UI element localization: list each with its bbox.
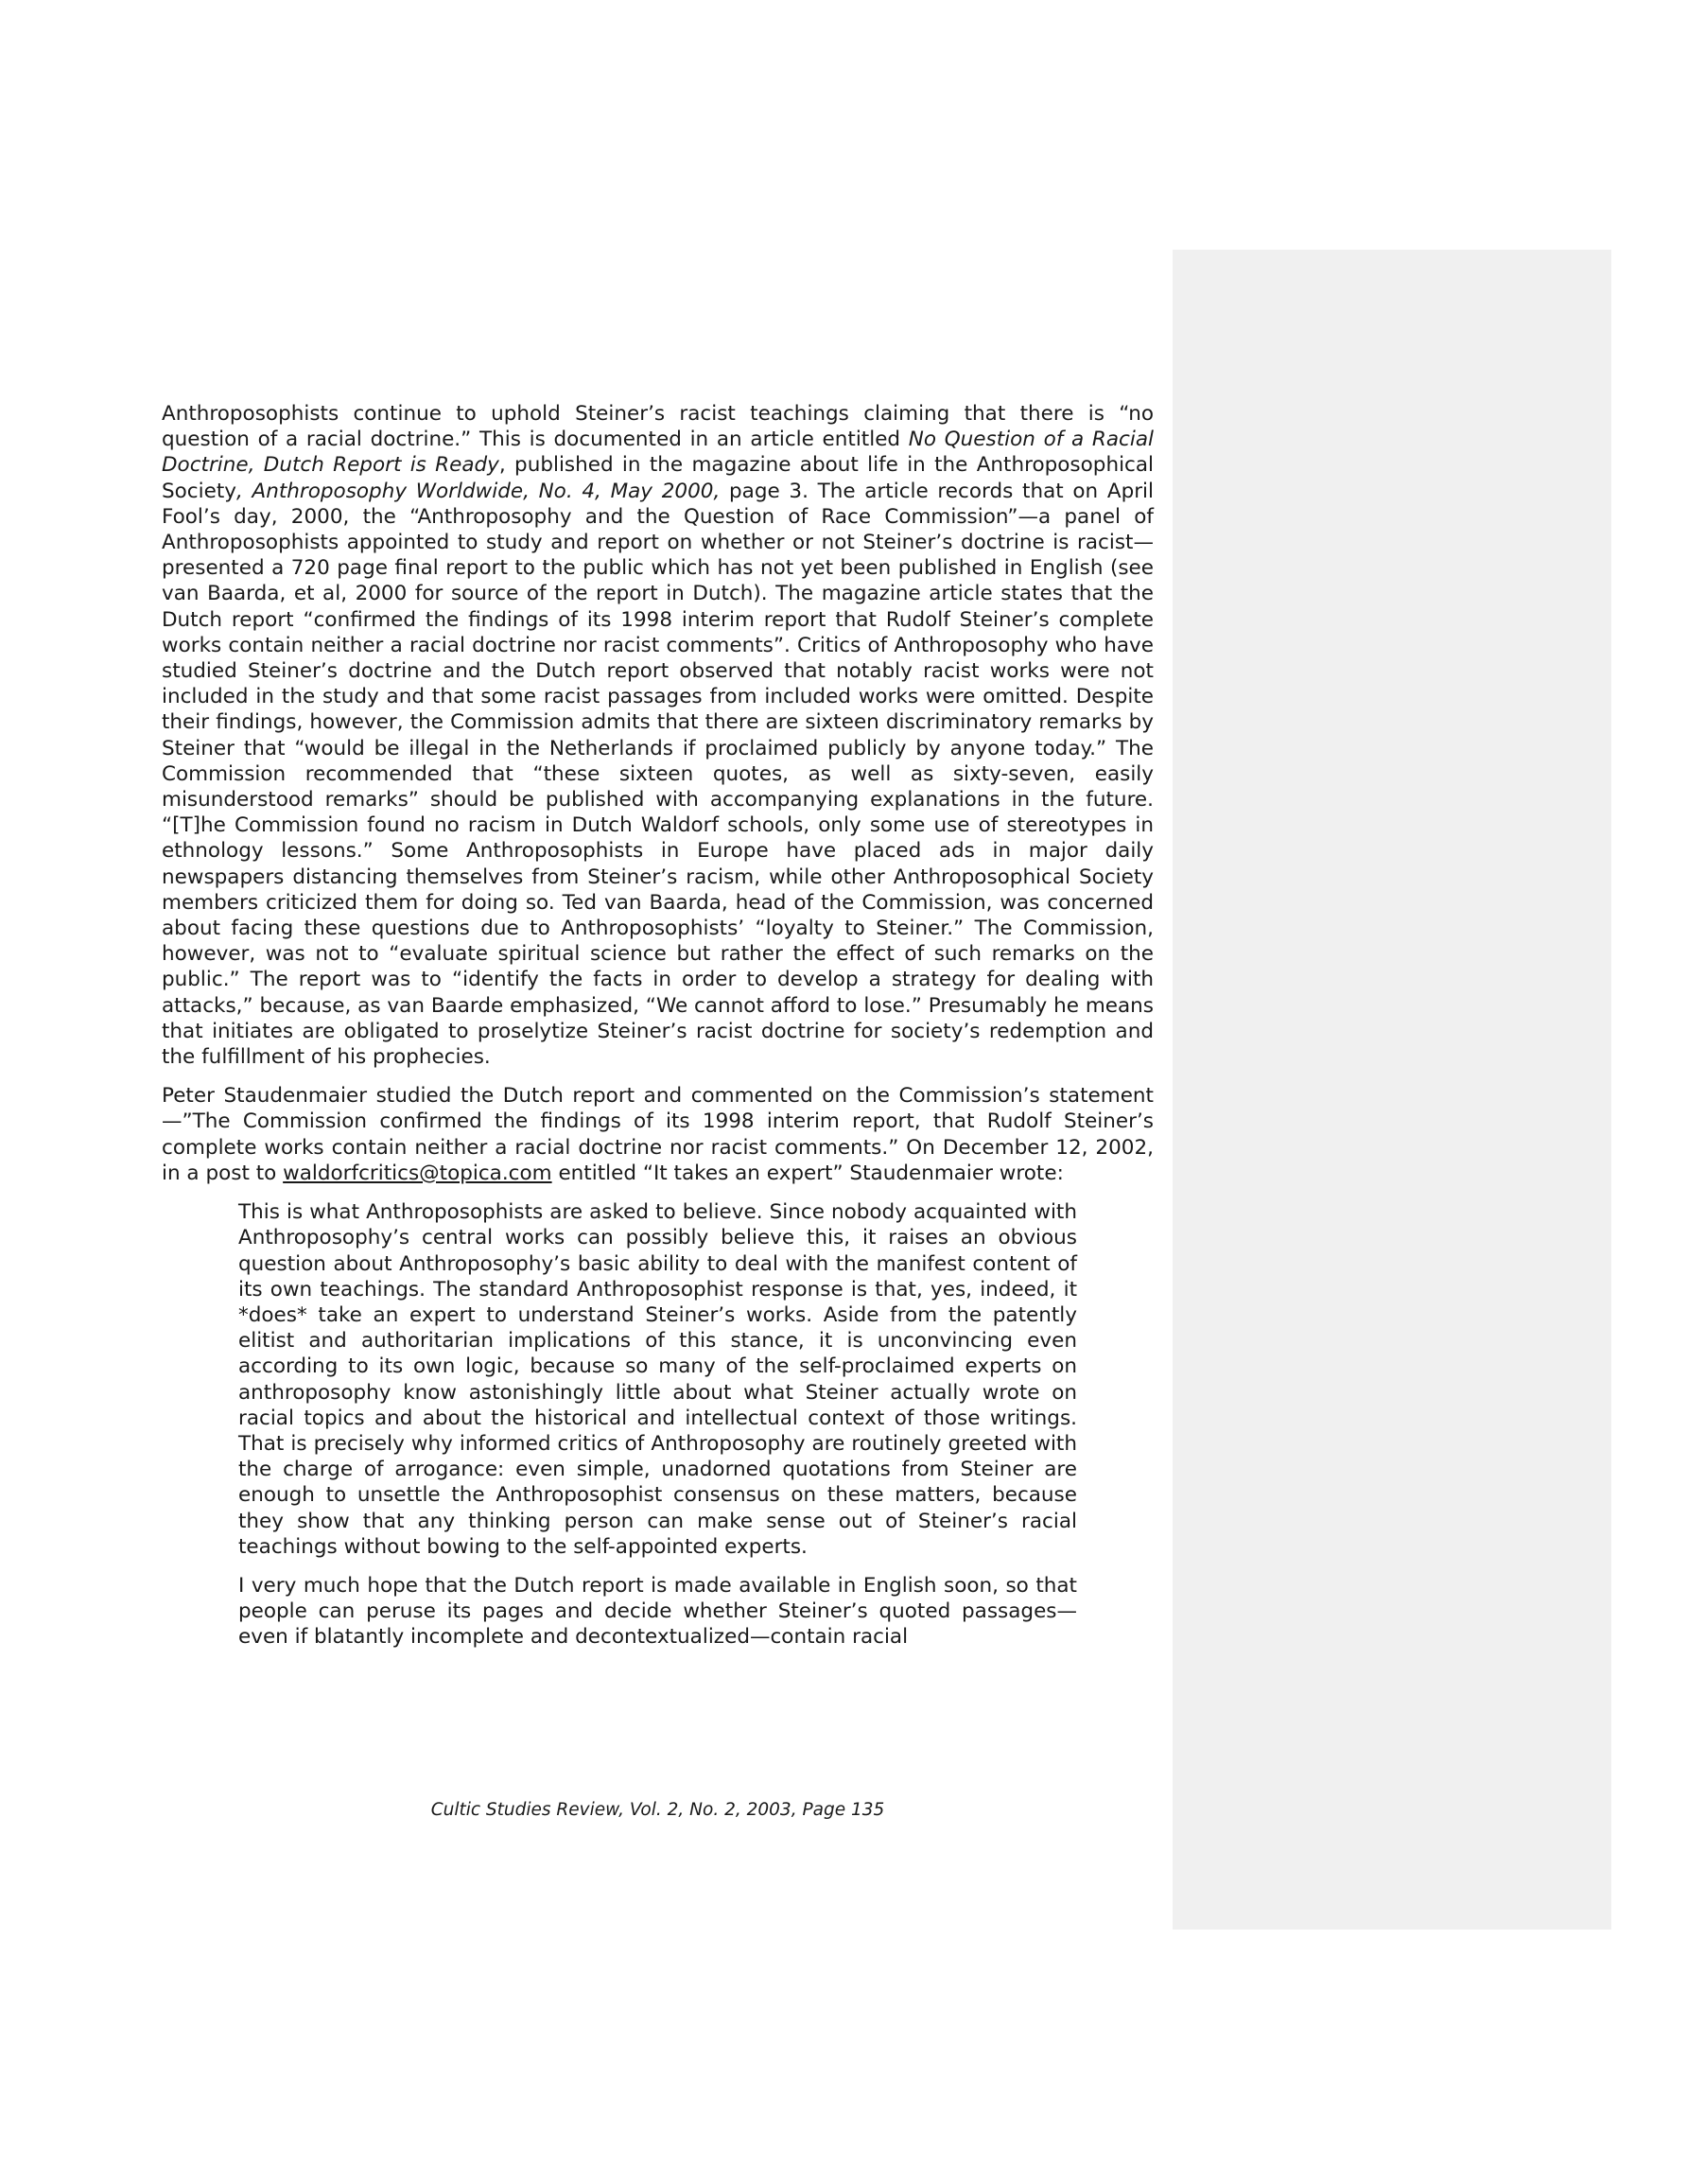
page-footer: Cultic Studies Review, Vol. 2, No. 2, 2003, Page 135 <box>430 1800 885 1820</box>
email-link[interactable]: waldorfcritics@topica.com <box>283 1161 552 1185</box>
document-body <box>162 401 1154 1664</box>
quote-paragraph-1: This is what Anthroposophists are asked to believe. Since nobody acquainted with Anthroposophy’s central works can possibly believe this, it raises an obvious question about Anthroposophy’s basic ability to deal with the manifest content of its own teachings. The standard Anthroposophist response is that, yes, indeed, it *does* take an expert to understand Steiner’s works. Aside from the patently elitist and authoritarian implications of this stance, it is unconvincing even according to its own logic, because so many of the self-proclaimed experts on anthroposophy know astonishingly little about what Steiner actually wrote on racial topics and about the historical and intellectual context of those writings. That is precisely why informed critics of Anthroposophy are routinely greeted with the charge of arrogance: even simple, unadorned quotations from Steiner are enough to unsettle the Anthroposophist consensus on these matters, because they show that any thinking person can make sense out of Steiner’s racial teachings without bowing to the self-appointed experts. <box>238 1200 1077 1559</box>
comment-margin-pane <box>1173 250 1611 1930</box>
para2-text-b: entitled “It takes an expert” Staudenmaier wrote: <box>551 1161 1064 1185</box>
block-quote <box>238 1199 1077 1650</box>
article-title: No Question of a Racial Doctrine, Dutch Report is Ready <box>162 428 1154 478</box>
para2-text-a: Peter Staudenmaier studied the Dutch report and commented on the Commission’s statement—”The Commission confirmed the findings of its 1998 interim report, that Rudolf Steiner’s complete works contain neither a racial doctrine nor racist comments.” On December 12, 2002, in a post to <box>162 1084 1154 1185</box>
magazine-title: , Anthroposophy Worldwide, No. 4, May 2000, <box>235 479 721 503</box>
paragraph-2 <box>162 1083 1154 1186</box>
para1-text-a: Anthroposophists continue to uphold Steiner’s racist teachings claiming that there is “no question of a racial doctrine.” This is documented in an article entitled <box>162 402 1154 452</box>
para1-text-c: page 3. The article records that on April Fool’s day, 2000, the “Anthroposophy and the Question of Race Commission”—a panel of Anthroposophists appointed to study and report on whether or not Steiner’s doctrine is racist—presented a 720 page final report to the public which has not yet been published in English (see van Baarda, et al, 2000 for source of the report in Dutch). The magazine article states that the Dutch report “confirmed the findings of its 1998 interim report that Rudolf Steiner’s complete works contain neither a racial doctrine nor racist comments”. Critics of Anthroposophy who have studied Steiner’s doctrine and the Dutch report observed that notably racist works were not included in the study and that some racist passages from included works were omitted. Despite their findings, however, the Commission admits that there are sixteen discriminatory remarks by Steiner that “would be illegal in the Netherlands if proclaimed publicly by anyone today.” The Commission recommended that “these sixteen quotes, as well as sixty-seven, easily misunderstood remarks” should be published with accompanying explanations in the future. “[T]he Commission found no racism in Dutch Waldorf schools, only some use of stereotypes in ethnology lessons.” Some Anthroposophists in Europe have placed ads in major daily newspapers distancing themselves from Steiner’s racism, while other Anthroposophical Society members criticized them for doing so. Ted van Baarda, head of the Commission, was concerned about facing these questions due to Anthroposophists’ “loyalty to Steiner.” The Commission, however, was not to “evaluate spiritual science but rather the effect of such remarks on the public.” The report was to “identify the facts in order to develop a strategy for dealing with attacks,” because, as van Baarde emphasized, “We cannot afford to lose.” Presumably he means that initiates are obligated to proselytize Steiner’s racist doctrine for society’s redemption and the fulfillment of his prophecies. <box>162 479 1154 1070</box>
para1-text-b: , published in the magazine about life in the Anthroposophical Society <box>162 453 1155 503</box>
quote-paragraph-2: I very much hope that the Dutch report is made available in English soon, so that people can peruse its pages and decide whether Steiner’s quoted passages—even if blatantly incomplete and decontextualized—contain racial <box>238 1573 1077 1650</box>
paragraph-1 <box>162 401 1154 1070</box>
